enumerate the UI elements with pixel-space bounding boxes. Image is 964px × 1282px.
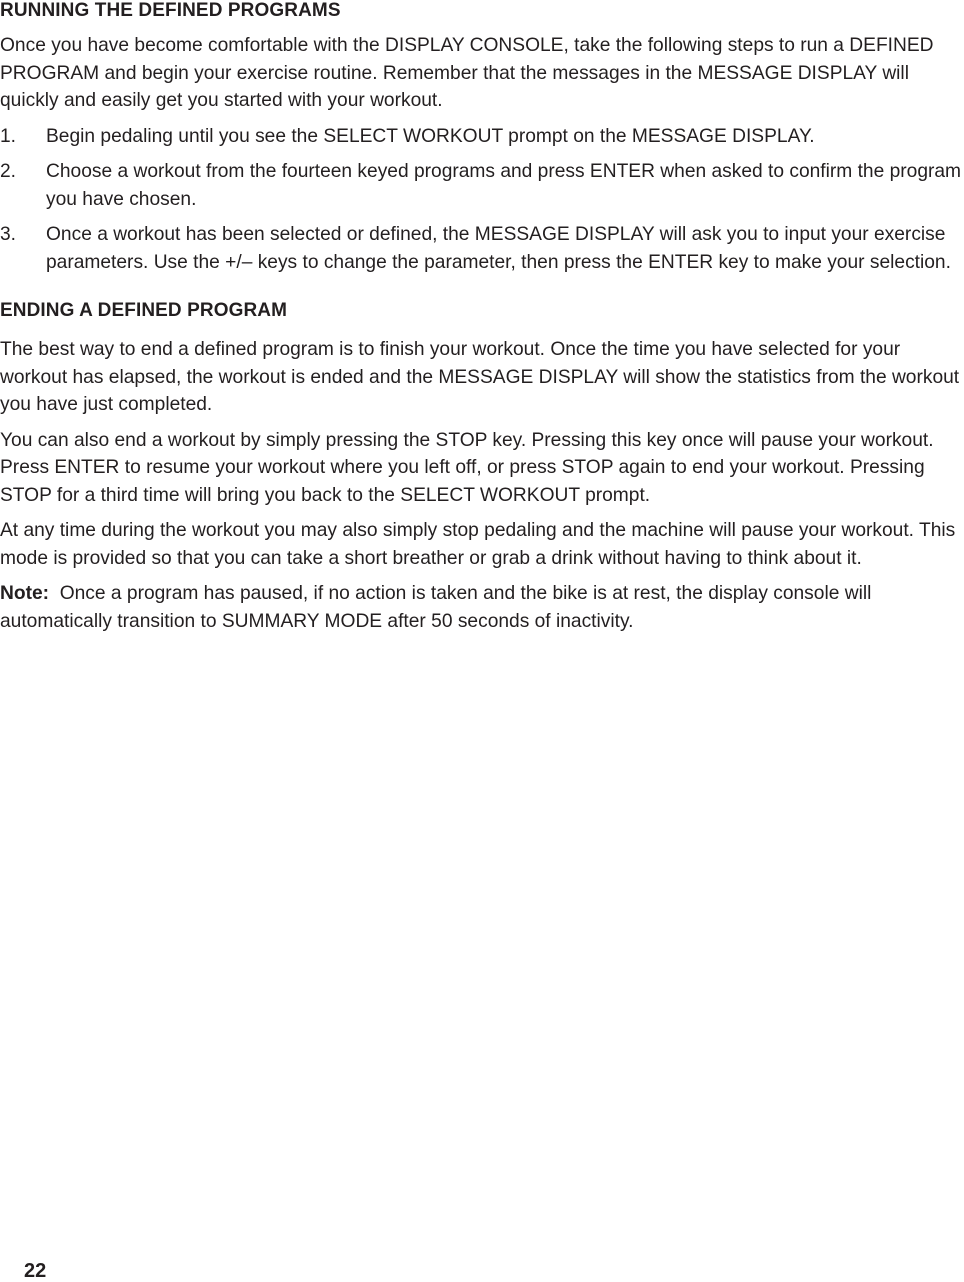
step-text: Begin pedaling until you see the SELECT WORKOUT prompt on the MESSAGE DISPLAY. — [46, 125, 815, 147]
page-number: 22 — [24, 1260, 47, 1282]
intro-paragraph: Once you have become comfortable with the DISPLAY CONSOLE, take the following steps to run a DEFINED PROGRAM and begin your exercise routine. Remember that the messages in the MESSAGE DISPLAY will quickly and easily get you started with your workout. — [0, 35, 934, 111]
note-paragraph — [0, 580, 962, 635]
step-number: 1. — [0, 125, 17, 147]
step-number: 2. — [0, 161, 17, 182]
section-heading-ending-program: ENDING A DEFINED PROGRAM — [0, 300, 288, 321]
section-heading-running-programs: RUNNING THE DEFINED PROGRAMS — [0, 0, 341, 21]
step-text: Once a workout has been selected or defined, the MESSAGE DISPLAY will ask you to input your exercise parameters. Use the +/– keys to change the parameter, then press the ENTER key to make your selection. — [46, 224, 951, 273]
list-item — [0, 158, 962, 213]
note-label: Note: — [0, 583, 50, 604]
step-number: 3. — [0, 224, 17, 245]
note-text: Once a program has paused, if no action is taken and the bike is at rest, the display console will automatically transition to SUMMARY MODE after 50 seconds of inactivity. — [0, 583, 872, 632]
page-content — [0, 0, 962, 635]
body-paragraph: The best way to end a defined program is to finish your workout. Once the time you have selected for your workout has elapsed, the workout is ended and the MESSAGE DISPLAY will show the statistics from the workout you have just completed. — [0, 339, 960, 415]
body-paragraph: At any time during the workout you may also simply stop pedaling and the machine will pause your workout. This mode is provided so that you can take a short breather or grab a drink without having to think about it. — [0, 520, 956, 569]
list-item — [0, 123, 962, 151]
steps-list — [0, 123, 962, 277]
body-paragraph: You can also end a workout by simply pressing the STOP key. Pressing this key once will pause your workout. Press ENTER to resume your workout where you left off, or press STOP again to end your workout. Pressing STOP for a third time will bring you back to the SELECT WORKOUT prompt. — [0, 429, 934, 506]
list-item — [0, 221, 962, 276]
step-text: Choose a workout from the fourteen keyed programs and press ENTER when asked to confirm the program you have chosen. — [46, 161, 962, 210]
